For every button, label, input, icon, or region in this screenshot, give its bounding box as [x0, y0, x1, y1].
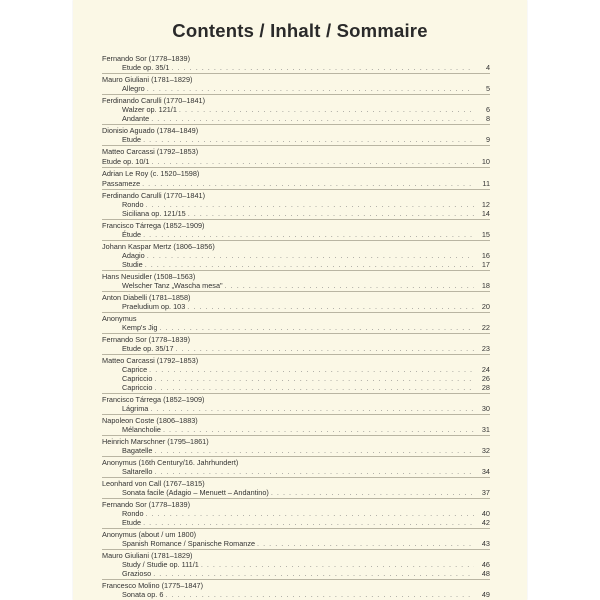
- composer-name: Fernando Sor (1778–1839): [102, 54, 191, 63]
- toc-group: [102, 124, 490, 144]
- page-number: 12: [481, 200, 490, 209]
- toc-group: [102, 219, 490, 239]
- dot-leader: [159, 323, 474, 332]
- toc-entry[interactable]: [102, 425, 490, 434]
- toc-group: [102, 414, 490, 434]
- page-number: 24: [481, 365, 490, 374]
- dot-leader: [188, 209, 474, 218]
- dot-leader: [171, 63, 474, 72]
- page-number: 22: [481, 323, 490, 332]
- composer-name: Adrian Le Roy (c. 1520–1598): [102, 169, 200, 178]
- dot-leader: [151, 114, 474, 123]
- page-number: 32: [481, 446, 490, 455]
- page-number: 43: [481, 539, 490, 548]
- toc-entry[interactable]: [102, 344, 490, 353]
- toc-entry[interactable]: [102, 590, 490, 599]
- dot-leader: [163, 425, 474, 434]
- composer-name: Fernando Sor (1778–1839): [102, 335, 191, 344]
- toc-entry[interactable]: [102, 114, 490, 123]
- page-number: 10: [481, 157, 490, 166]
- toc-group: [102, 145, 490, 156]
- dot-leader: [147, 84, 474, 93]
- piece-title: Etude op. 35/1: [122, 63, 170, 72]
- page-number: 28: [481, 383, 490, 392]
- dot-leader: [147, 251, 474, 260]
- toc-group: [102, 179, 490, 188]
- toc-group: [102, 435, 490, 455]
- piece-title: Etude: [122, 518, 142, 527]
- piece-title: Lágrima: [122, 404, 149, 413]
- dot-leader: [143, 518, 474, 527]
- piece-title: Etude op. 35/17: [122, 344, 174, 353]
- piece-title: Welscher Tanz „Wascha mesa": [122, 281, 223, 290]
- toc-group: [102, 240, 490, 269]
- composer-name: Fernando Sor (1778–1839): [102, 500, 191, 509]
- piece-title: Bagatelle: [122, 446, 153, 455]
- toc-group: [102, 528, 490, 548]
- composer-name: Anonymus (about / um 1800): [102, 530, 197, 539]
- piece-title: Studie: [122, 260, 143, 269]
- piece-title: Sonata op. 6: [122, 590, 164, 599]
- piece-title: Sonata facile (Adagio – Menuett – Andantino): [122, 488, 269, 497]
- toc-group: [102, 549, 490, 578]
- toc-entry[interactable]: [102, 63, 490, 72]
- piece-title: Rondo: [122, 509, 144, 518]
- piece-title: Mélancholie: [122, 425, 161, 434]
- page-number: 9: [485, 135, 490, 144]
- composer-name: Anonymus (16th Century/16. Jahrhundert): [102, 458, 239, 467]
- dot-leader: [187, 302, 474, 311]
- page-number: 23: [481, 344, 490, 353]
- piece-title: Capriccio: [122, 383, 153, 392]
- toc-group: [102, 167, 490, 178]
- piece-title: Study / Studie op. 111/1: [122, 560, 199, 569]
- toc-group: [102, 498, 490, 527]
- table-of-contents: [102, 54, 490, 600]
- composer-name: Mauro Giuliani (1781–1829): [102, 551, 193, 560]
- dot-leader: [176, 344, 474, 353]
- piece-title: Adagio: [122, 251, 145, 260]
- toc-entry[interactable]: [102, 230, 490, 239]
- composer-name: Leonhard von Call (1767–1815): [102, 479, 205, 488]
- page-number: 17: [481, 260, 490, 269]
- toc-entry[interactable]: [102, 383, 490, 392]
- toc-group: [102, 579, 490, 599]
- toc-group: [102, 354, 490, 392]
- composer-name: Francisco Tárrega (1852–1909): [102, 395, 205, 404]
- page-number: 40: [481, 509, 490, 518]
- composer-name: Anonymus: [102, 314, 137, 323]
- page-number: 14: [481, 209, 490, 218]
- toc-entry[interactable]: [102, 260, 490, 269]
- document-page: [73, 0, 527, 600]
- toc-entry[interactable]: [102, 488, 490, 497]
- page-number: 15: [481, 230, 490, 239]
- toc-entry[interactable]: [102, 446, 490, 455]
- dot-leader: [146, 200, 474, 209]
- piece-title: Siciliana op. 121/15: [122, 209, 186, 218]
- piece-title: Capriccio: [122, 374, 153, 383]
- toc-group: [102, 393, 490, 413]
- toc-entry[interactable]: [102, 200, 490, 209]
- dot-leader: [145, 260, 474, 269]
- piece-title: Praeludium op. 103: [122, 302, 186, 311]
- page-number: 20: [481, 302, 490, 311]
- toc-group: [102, 477, 490, 497]
- toc-entry[interactable]: [102, 281, 490, 290]
- page-number: 4: [485, 63, 490, 72]
- piece-title: Étude: [122, 230, 142, 239]
- dot-leader: [151, 157, 474, 166]
- toc-entry[interactable]: [102, 509, 490, 518]
- dot-leader: [142, 179, 474, 188]
- toc-entry[interactable]: [102, 251, 490, 260]
- piece-title: Allegro: [122, 84, 145, 93]
- toc-entry[interactable]: [102, 560, 490, 569]
- composer-name: Mauro Giuliani (1781–1829): [102, 75, 193, 84]
- toc-entry[interactable]: [102, 157, 490, 166]
- page-number: 18: [481, 281, 490, 290]
- piece-title: Etude: [122, 135, 142, 144]
- page-number: 6: [485, 105, 490, 114]
- composer-name: Ferdinando Carulli (1770–1841): [102, 96, 206, 105]
- page-number: 30: [481, 404, 490, 413]
- dot-leader: [146, 509, 474, 518]
- piece-title: Andante: [122, 114, 150, 123]
- piece-title: Passameze: [102, 179, 141, 188]
- toc-group: [102, 157, 490, 166]
- toc-group: [102, 94, 490, 123]
- dot-leader: [153, 569, 474, 578]
- dot-leader: [143, 230, 474, 239]
- dot-leader: [149, 365, 474, 374]
- dot-leader: [143, 135, 474, 144]
- toc-group: [102, 312, 490, 332]
- toc-group: [102, 333, 490, 353]
- piece-title: Rondo: [122, 200, 144, 209]
- dot-leader: [154, 446, 474, 455]
- composer-name: Francesco Molino (1775–1847): [102, 581, 203, 590]
- dot-leader: [271, 488, 474, 497]
- page-number: 31: [481, 425, 490, 434]
- dot-leader: [257, 539, 474, 548]
- composer-name: Matteo Carcassi (1792–1853): [102, 147, 199, 156]
- composer-name: Napoleon Coste (1806–1883): [102, 416, 198, 425]
- composer-name: Ferdinando Carulli (1770–1841): [102, 191, 206, 200]
- dot-leader: [154, 383, 474, 392]
- piece-title: Etude op. 10/1: [102, 157, 150, 166]
- toc-entry[interactable]: [102, 539, 490, 548]
- page-number: 42: [481, 518, 490, 527]
- dot-leader: [201, 560, 474, 569]
- page-number: 49: [481, 590, 490, 599]
- composer-name: Dionisio Aguado (1784–1849): [102, 126, 199, 135]
- toc-group: [102, 456, 490, 476]
- toc-entry[interactable]: [102, 365, 490, 374]
- composer-name: Matteo Carcassi (1792–1853): [102, 356, 199, 365]
- dot-leader: [154, 374, 474, 383]
- composer-name: Heinrich Marschner (1795–1861): [102, 437, 209, 446]
- page-title: Contents / Inhalt / Sommaire: [172, 20, 428, 41]
- toc-entry[interactable]: [102, 323, 490, 332]
- toc-entry[interactable]: [102, 209, 490, 218]
- piece-title: Walzer op. 121/1: [122, 105, 177, 114]
- toc-entry[interactable]: [102, 569, 490, 578]
- page-number: 16: [481, 251, 490, 260]
- page-number: 48: [481, 569, 490, 578]
- page-number: 5: [485, 84, 490, 93]
- page-number: 34: [481, 467, 490, 476]
- toc-entry[interactable]: [102, 404, 490, 413]
- composer-name: Hans Neusidler (1508–1563): [102, 272, 196, 281]
- piece-title: Kemp's Jig: [122, 323, 158, 332]
- dot-leader: [165, 590, 474, 599]
- toc-entry[interactable]: [102, 518, 490, 527]
- toc-group: [102, 270, 490, 290]
- piece-title: Caprice: [122, 365, 148, 374]
- composer-name: Johann Kaspar Mertz (1806–1856): [102, 242, 215, 251]
- toc-group: [102, 189, 490, 218]
- piece-title: Saltarello: [122, 467, 153, 476]
- page-number: 8: [485, 114, 490, 123]
- composer-name: Francisco Tárrega (1852–1909): [102, 221, 205, 230]
- toc-entry[interactable]: [102, 374, 490, 383]
- composer-name: Anton Diabelli (1781–1858): [102, 293, 191, 302]
- toc-entry[interactable]: [102, 135, 490, 144]
- piece-title: Grazioso: [122, 569, 152, 578]
- toc-group: [102, 291, 490, 311]
- toc-group: [102, 73, 490, 93]
- toc-entry[interactable]: [102, 84, 490, 93]
- dot-leader: [179, 105, 474, 114]
- dot-leader: [154, 467, 474, 476]
- dot-leader: [225, 281, 474, 290]
- piece-title: Spanish Romance / Spanische Romanze: [122, 539, 256, 548]
- toc-entry[interactable]: [102, 467, 490, 476]
- toc-entry[interactable]: [102, 179, 490, 188]
- page-number: 26: [481, 374, 490, 383]
- dot-leader: [150, 404, 474, 413]
- page-number: 46: [481, 560, 490, 569]
- toc-group: [102, 54, 490, 72]
- page-number: 37: [481, 488, 490, 497]
- toc-entry[interactable]: [102, 105, 490, 114]
- toc-entry[interactable]: [102, 302, 490, 311]
- page-number: 11: [482, 179, 490, 188]
